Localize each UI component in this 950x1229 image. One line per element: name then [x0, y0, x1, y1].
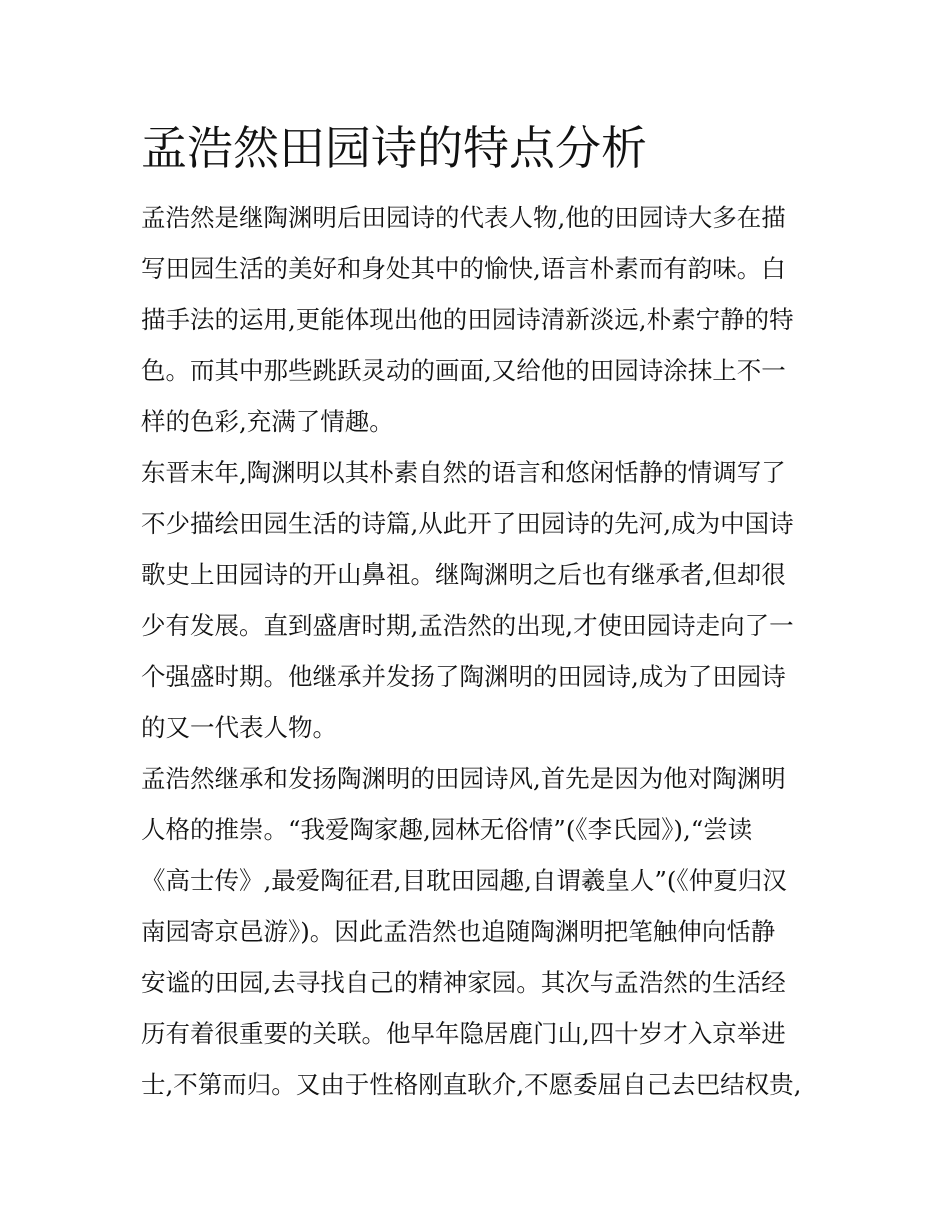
text-line: 写田园生活的美好和身处其中的愉快,语言朴素而有韵味。白 — [141, 254, 786, 283]
text-line: 样的色彩,充满了情趣。 — [141, 407, 394, 436]
text-line: 南园寄京邑游》)。因此孟浩然也追随陶渊明把笔触伸向恬静 — [141, 917, 776, 946]
paragraph-1 — [141, 192, 806, 447]
text-line: 歌史上田园诗的开山鼻祖。继陶渊明之后也有继承者,但却很 — [141, 560, 786, 589]
paragraph-3 — [141, 753, 806, 1110]
text-line: 东晋末年,陶渊明以其朴素自然的语言和悠闲恬静的情调写了 — [141, 458, 786, 487]
text-line: 孟浩然是继陶渊明后田园诗的代表人物,他的田园诗大多在描 — [141, 203, 786, 232]
document-body — [141, 118, 806, 1110]
text-line: 少有发展。直到盛唐时期,孟浩然的出现,才使田园诗走向了一 — [141, 611, 794, 640]
text-line: 描手法的运用,更能体现出他的田园诗清新淡远,朴素宁静的特 — [141, 305, 794, 334]
text-line: 士,不第而归。又由于性格刚直耿介,不愿委屈自己去巴结权贵, — [141, 1070, 802, 1099]
text-line: 历有着很重要的关联。他早年隐居鹿门山,四十岁才入京举进 — [141, 1019, 786, 1048]
text-line: 孟浩然继承和发扬陶渊明的田园诗风,首先是因为他对陶渊明 — [141, 764, 786, 793]
document-title: 孟浩然田园诗的特点分析 — [141, 121, 647, 175]
text-line: 个强盛时期。他继承并发扬了陶渊明的田园诗,成为了田园诗 — [141, 662, 786, 691]
text-line: 《高士传》,最爱陶征君,目耽田园趣,自谓羲皇人”(《仲夏归汉 — [141, 866, 787, 895]
text-line: 人格的推崇。“我爱陶家趣,园林无俗情”(《李氏园》),“尝读 — [141, 815, 753, 844]
text-line: 色。而其中那些跳跃灵动的画面,又给他的田园诗涂抹上不一 — [141, 356, 786, 385]
text-line: 的又一代表人物。 — [141, 713, 337, 742]
paragraph-2 — [141, 447, 806, 753]
text-line: 不少描绘田园生活的诗篇,从此开了田园诗的先河,成为中国诗 — [141, 509, 794, 538]
text-line: 安谧的田园,去寻找自己的精神家园。其次与孟浩然的生活经 — [141, 968, 786, 997]
